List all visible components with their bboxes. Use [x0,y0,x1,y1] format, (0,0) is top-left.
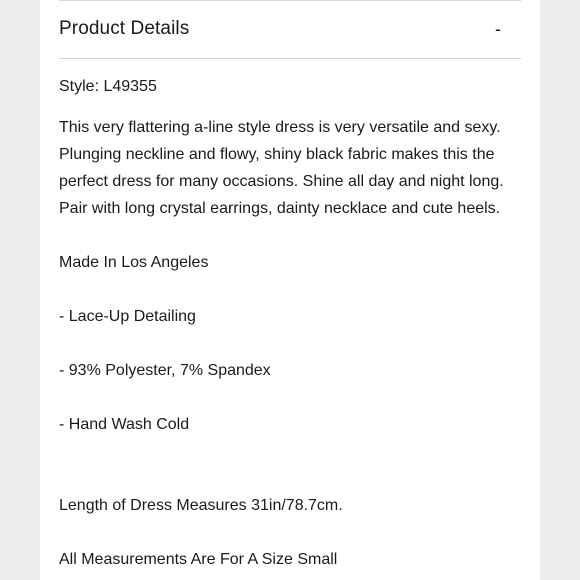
origin-text: Made In Los Angeles [59,254,209,271]
header-divider [59,58,521,59]
feature-item: - Lace-Up Detailing [59,308,196,325]
product-details-content [59,73,521,573]
accordion-title: Product Details [59,18,190,39]
size-note: All Measurements Are For A Size Small [59,551,338,568]
collapse-toggle-icon[interactable]: - [495,18,501,39]
product-description: This very flattering a-line style dress is very versatile and sexy. Plunging neckline and flowy, shiny black fabric makes this the perfect dress for many occasions. Shine all day and night long. Pair with long crystal earrings, dainty necklace and cute heels. [59,119,504,217]
dress-length: Length of Dress Measures 31in/78.7cm. [59,497,343,514]
product-details-accordion-header[interactable] [59,1,521,57]
product-details-panel [40,0,540,580]
feature-item: - 93% Polyester, 7% Spandex [59,362,271,379]
feature-item: - Hand Wash Cold [59,416,190,433]
style-number: Style: L49355 [59,78,157,95]
